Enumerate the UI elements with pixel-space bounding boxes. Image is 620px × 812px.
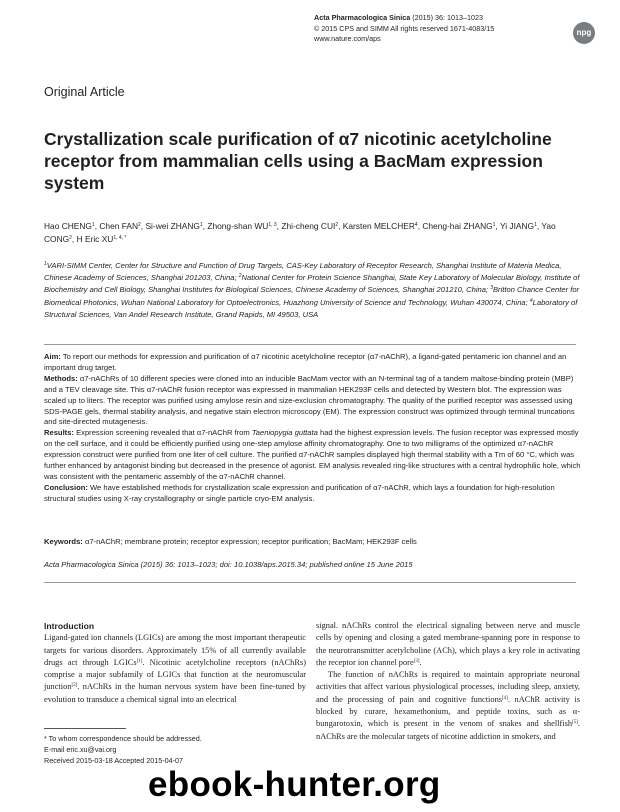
affiliation: National Center for Protein Science Shanghai, State Key Laboratory of Molecular Biology, Institute of Biochemistry and Cell Biology, Shanghai Institutes for Biological Sciences, Chinese Academy of Sciences, Shanghai 201210, China; [44,273,580,295]
abstract-methods: Methods: α7-nAChRs of 10 different species were cloned into an inducible BacMam vector with an N-terminal tag of a tandem maltose-binding protein (MBP) and a TEV cleavage site. This α7-nAChR fusion receptor was expressed in mammalian HEK293F cells and detected by Western blot. The expression was scaled up to liters. The receptor was purified using amylose resin and size-exclusion chromatography. The quality of the purified receptor was assessed using SDS-PAGE gels, thermal stability analysis, and negative stain electron microscopy (EM). The expression construct was optimized through terminal truncations and site-directed mutagenesis. [44,373,575,427]
author: H Eric $XU^{1, 4, *}$ [76,234,127,244]
reference-link[interactable]: [3] [413,658,420,664]
affiliations: $^1$VARI-SIMM Center, Center for Structure and Function of Drug Targets, CAS-Key Laboratory of Receptor Research, Shanghai Institute of Materia Medica, Chinese Academy of Sciences, Shanghai 201203, China; $^2$National Center for Protein Science Shanghai, State Key Laboratory of Molecular Biology, Institute of Biochemistry and Cell Biology, Shanghai Institutes for Biological Sciences, Chinese Academy of Sciences, Shanghai 201210, China; $^3$Britton Chance Center for Biomedical Photonics, Wuhan National Laboratory for Optoelectronics, Huazhong University of Science and Technology, Wuhan 430074, China; $^4$Laboratory of Structural Sciences, Van Andel Research Institute, Grand Rapids, MI 49503, USA [44,261,580,319]
reference-link[interactable]: [4] [502,695,508,701]
affiliation: VARI-SIMM Center, Center for Structure and Function of Drug Targets, CAS-Key Laboratory of Receptor Research, Shanghai Institute of Materia Medica, Chinese Academy of Sciences, Shanghai 201203, China; [44,261,562,283]
reference-link[interactable]: [5] [572,720,578,726]
abstract [44,352,582,505]
paragraph: signal. nAChRs control the electrical signaling between nerve and muscle cells by opening and closing a gated membrane-spanning pore in response to the neurotransmitter acetylcholine (ACh), which plays a key role in activating the receptor ion channel pore[3]. [316,621,580,667]
author: Yi JIANG$^1$ [499,221,537,231]
citation-line: Acta Pharmacologica Sinica (2015) 36: 1013–1023; doi: 10.1038/aps.2015.34; published online 15 June 2015 [44,560,413,569]
paragraph: Ligand-gated ion channels (LGICs) are among the most important therapeutic targets for various disorders. Approximately 15% of all currently available drugs act through LGICs[1]. Nicotinic acetylcholine receptors (nAChRs) comprise a major subfamily of LGICs that function at the neuromuscular junction[2]. nAChRs in the human nervous system have been fine-tuned by evolution to transduce a chemical signal into an electrical [44,633,306,704]
author: Hao CHENG$^1$ [44,221,95,231]
body-column-right [316,620,580,743]
volume-info: (2015) 36: 1013–1023 [412,13,484,22]
author-list: Hao CHENG$^1$, Chen FAN$^2$, Si-wei ZHANG$^1$, Zhong-shan WU$^{1, 3}$, Zhi-cheng CUI$^2$, Karsten MELCHER$^4$, Cheng-hai ZHANG$^1$, Yi JIANG$^1$, Yao CONG$^2$, H Eric $XU^{1, 4, *}$ [44,221,556,244]
journal-name: Acta Pharmacologica Sinica [314,13,411,22]
footnotes [44,734,306,766]
abstract-conclusion: Conclusion: We have established methods for crystallization scale expression and purification of α7-nAChR, which lays a foundation for high-resolution structural studies using X-ray crystallography or single particle cryo-EM analysis. [44,482,555,503]
paragraph: The function of nAChRs is required to maintain appropriate neuronal activities that affect various physiological processes, including sleep, anxiety, and the processing of pain and cognitive functions[4]. nAChR activity is blocked by curare, hexamethonium, and peptide toxins, such as α-bungarotoxin, which is present in the venom of snakes and shellfish[5]. nAChRs are the molecular targets of nicotine addiction in smokers, and [316,670,580,741]
author: Chen FAN$^2$ [99,221,141,231]
reference-link[interactable]: [1] [136,658,143,664]
abstract-aim: Aim: To report our methods for expression and purification of α7 nicotinic acetylcholine receptor (α7-nAChR), a ligand-gated pentameric ion channel and an important drug target. [44,352,567,372]
copyright-line: © 2015 CPS and SIMM All rights reserved 1671-4083/15 [314,23,495,33]
journal-url[interactable]: www.nature.com/aps [314,34,381,43]
watermark: ebook-hunter.org [148,765,441,804]
publisher-logo: npg [573,22,595,44]
divider [44,344,576,345]
received-accepted-dates: Received 2015-03-18 Accepted 2015-04-07 [44,755,184,765]
correspondence-email[interactable]: E-mail eric.xu@vai.org [44,744,117,754]
reference-link[interactable]: [2] [71,683,78,689]
affiliation: Britton Chance Center for Biomedical Photonics, Wuhan National Laboratory for Optoelectronics, Huazhong University of Science and Technology, Wuhan 430074, China; [44,285,580,307]
author: Si-wei ZHANG$^1$ [145,221,203,231]
affiliation: Laboratory of Structural Sciences, Van Andel Research Institute, Grand Rapids, MI 49503, USA [44,297,578,319]
author: Yao CONG$^2$ [44,221,556,244]
keywords: Keywords: α7-nAChR; membrane protein; receptor expression; receptor purification; BacMam; HEK293F cells [44,537,417,546]
author: Cheng-hai ZHANG$^1$ [422,221,496,231]
running-header [314,13,494,45]
author: Karsten MELCHER$^4$ [342,221,418,231]
article-title: Crystallization scale purification of α7 nicotinic acetylcholine receptor from mammalian cells using a BacMam expression system [44,129,552,193]
body-column-left [44,620,306,706]
footnote-divider [44,728,126,729]
article-type: Original Article [44,85,125,99]
abstract-results: Results: Expression screening revealed that α7-nAChR from Taeniopygia guttata had the highest expression levels. The fusion receptor was expressed mostly on the cell surface, and it could be efficiently purified using one-step amylose affinity chromatography. One to two milligrams of the optimized α7-nAChR expression construct were purified from one liter of cell culture. The purified α7-nAChR samples displayed high thermal stability with a Tm of 60 °C, which was further enhanced by antagonist binding but decreased in the presence of agonist. EM analysis revealed ring-like structures with a central hydrophilic hole, which was consistent with the pentameric assembly of the α7-nAChR channel. [44,428,581,481]
author: Zhi-cheng CUI$^2$ [281,221,339,231]
section-heading: Introduction [44,621,95,631]
divider [44,582,576,583]
correspondence-note: * To whom correspondence should be addressed. [44,734,202,743]
author: Zhong-shan WU$^{1, 3}$ [207,221,277,231]
